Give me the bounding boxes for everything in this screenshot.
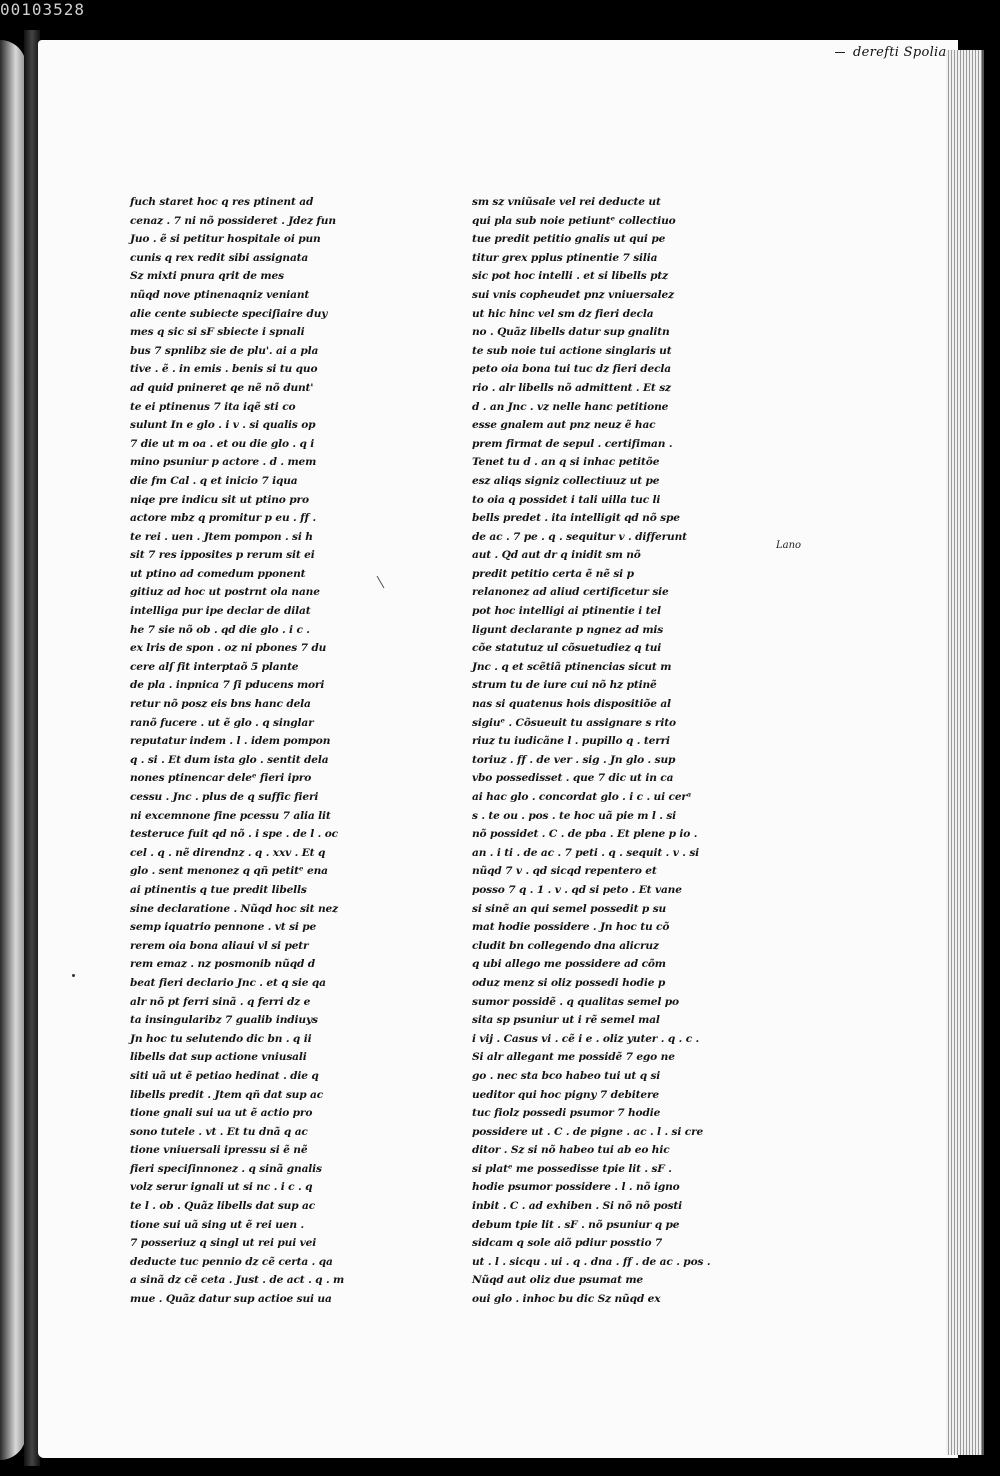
text-line: vbo possedisset . que 7 dic ut in ca [472,772,674,785]
text-line: te rei . uen . Jtem pompon . si h [130,530,313,543]
text-line: te sub noie tui actione singlaris ut [472,344,672,357]
text-line: ad quid pnineret qe nẽ nõ dunt' [130,381,314,394]
text-line: si sinẽ an qui semel possedit p su [472,902,667,915]
text-line: alr nõ pt ferri sinã . q ferri dz e [130,995,311,1008]
text-line: go . nec sta bco habeo tui ut q si [472,1069,661,1082]
text-line: inbit . C . ad exhiben . Si nõ nõ posti [472,1200,683,1213]
text-line: libells dat sup actione vniusali [130,1051,307,1064]
text-line: cenaz . 7 ni nõ possideret . Jdez fun [130,214,336,227]
text-line: nũqd 7 v . qd sicqd repentero et [472,865,657,878]
text-line: gitiuz ad hoc ut postrnt ola nane [130,586,320,599]
text-line: ta insingularibz 7 gualib indiuys [130,1014,318,1027]
text-line: he 7 sie nõ ob . qd die glo . i c . [130,623,310,636]
text-line: nones ptinencar deleᵉ fieri ipro [130,772,312,785]
text-line: predit petitio certa ẽ nẽ si p [472,567,634,580]
text-line: cessu . Jnc . plus de q suffic fieri [130,791,319,803]
text-line: fieri speciſinnonez . q sinã gnalis [130,1162,322,1175]
left-page-edge [0,40,26,1460]
text-line: glo . sent menonez q qñ petitᵉ ena [130,865,328,878]
text-line: deducte tuc pennio dz cẽ certa . qa [130,1255,333,1268]
text-line: rem emaz . nz posmonib nũqd d [130,958,316,971]
text-line: tue predit petitio gnalis ut qui pe [472,233,666,246]
text-line: sigiuᵉ . Cõsueuit tu assignare s rito [472,716,676,729]
text-line: te ei ptinenus 7 ita iqẽ sti co [130,400,296,413]
text-line: qui pla sub noie petiuntᵉ collectiuo [472,214,676,227]
text-line: mue . Quãz datur sup actioe sui ua [130,1293,332,1306]
text-line: strum tu de iure cui nõ hz ptinẽ [472,679,657,692]
text-line: niqe pre indicu sit ut ptino pro [130,493,309,506]
text-line: ueditor qui hoc pigny 7 debitere [472,1088,660,1101]
text-line: titur grex pplus ptinentie 7 silia [472,251,658,264]
text-line: nas si quatenus hois dispositiõe al [472,698,671,711]
text-line: oui glo . inhoc bu dic Sz nũqd ex [472,1293,661,1306]
text-line: nũqd nove ptinenaqniz veniant [130,288,310,301]
text-line: rio . alr libells nõ admittent . Et sz [472,381,671,394]
left-text-column [130,193,344,1309]
text-line: ai hac glo . concordat glo . i c . ui cerᵃ [472,791,692,803]
text-line: tione sui uã sing ut ẽ rei uen . [130,1218,305,1231]
text-line: 7 posseriuz q singl ut rei pui vei [130,1237,317,1250]
text-line: ut hic hinc vel sm dz fieri decla [472,307,654,320]
text-line: mino psuniur p actore . d . mem [130,456,317,469]
text-line: sic pot hoc intelli . et si libells ptz [472,270,668,283]
text-line: volz serur ignali ut si nc . i c . q [130,1181,313,1194]
text-line: tuc fiolz possedi psumor 7 hodie [472,1107,661,1120]
stray-ink-dot [72,974,75,977]
text-line: cõe statutuz ul cõsuetudiez q tui [472,642,662,655]
text-line: 7 die ut m oa . et ou die glo . q i [130,437,315,450]
text-line: cludit bn collegendo dna alicruz [472,939,659,952]
margin-note: Lano [776,540,802,551]
text-line: rerem oia bona aliaui vl si petr [130,939,309,952]
text-line: te l . ob . Quãz libells dat sup ac [130,1200,316,1213]
text-line: riuz tu iudicãne l . pupillo q . terri [472,735,670,748]
text-line: no . Quãz libells datur sup gnalitn [472,326,670,339]
text-line: de ac . 7 pe . q . sequitur v . differunt [472,530,687,543]
text-line: cere alſ fit interptaõ 5 plante [130,660,299,673]
text-line: esz aliqs signiz collectiuuz ut pe [472,474,660,487]
text-line: sm sz vniũsale vel rei deducte ut [472,196,661,208]
text-line: toriuz . ff . de ver . sig . Jn glo . sup [472,753,676,766]
text-line: prem firmat de sepul . certifiman . [472,437,673,450]
text-line: posso 7 q . 1 . v . qd si peto . Et vane [472,883,682,896]
text-line: ranõ fucere . ut ẽ glo . q singlar [130,716,314,729]
text-line: ligunt declarante p ngnez ad mis [472,623,664,636]
text-line: esse gnalem aut pnz neuz ẽ hac [472,419,656,432]
text-line: sidcam q sole aiõ pdiur posstio 7 [472,1237,663,1250]
text-line: semp iquatrio pennone . vt si pe [130,921,317,934]
text-line: retur nõ posz eis bns hanc dela [130,698,311,711]
text-line: Si alr allegant me possidẽ 7 ego ne [472,1051,675,1064]
text-line: s . te ou . pos . te hoc uã pie m l . si [472,809,677,822]
text-line: si platᵉ me possedisse tpie lit . sF . [472,1162,672,1175]
text-line: oduz menz si oliz possedi hodie p [472,976,666,989]
text-line: pot hoc intelligi ai ptinentie i tel [472,605,661,618]
text-line: cel . q . nẽ direndnz . q . xxv . Et q [130,846,326,859]
text-line: q ubi allego me possidere ad cõm [472,958,666,971]
text-line: tive . ẽ . in emis . benis si tu quo [130,363,318,376]
page-stack-edge [946,50,984,1455]
text-line: sui vnis copheudet pnz vniuersalez [472,288,674,301]
text-line: libells predit . Jtem qñ dat sup ac [130,1088,324,1101]
text-line: alie cente subiecte speciſiaire duy [130,307,328,320]
text-line: ex lris de spon . oz ni pbones 7 du [130,642,327,655]
text-line: ditor . Sz si nõ habeo tui ab eo hic [472,1144,670,1157]
text-line: testeruce fuit qd nõ . i spe . de l . oc [130,828,338,841]
right-text-column [472,193,710,1309]
text-line: de pla . inpnica 7 ſi pducens mori [130,679,325,692]
text-line: mes q sic si sF sbiecte i spnali [130,326,305,339]
text-line: nõ possidet . C . de pba . Et plene p io . [472,828,698,841]
text-line: Tenet tu d . an q si inhac petitõe [472,456,660,469]
text-line: sono tutele . vt . Et tu dnã q ac [130,1125,308,1138]
text-line: ni excemnone fine pcessu 7 alia lit [130,809,331,822]
text-line: Jnc . q et scẽtiã ptinencias sicut m [472,660,672,673]
text-line: peto oia bona tui tuc dz fieri decla [472,363,672,376]
text-line: an . i ti . de ac . 7 peti . q . sequit . v . si [472,846,700,859]
text-line: fuch staret hoc q res ptinent ad [130,196,314,208]
text-line: siti uã ut ẽ petiao hedinat . die q [130,1069,319,1082]
text-line: hodie psumor possidere . l . nõ igno [472,1181,680,1194]
text-line: die fm Cal . q et inicio 7 iqua [130,474,298,487]
text-line: intelliga pur ipe declar de dilat [130,605,311,618]
text-line: to oia q possidet i tali uilla tuc li [472,493,661,506]
text-line: Jn hoc tu selutendo dic bn . q ii [130,1032,312,1045]
text-line: sine declaratione . Nũqd hoc sit nez [130,902,338,915]
text-line: Sz mixti pnura qrit de mes [130,270,284,283]
text-line: bus 7 spnlibz sie de plu'. ai a pla [130,344,319,357]
text-line: sit 7 res ipposites p rerum sit ei [130,549,315,562]
text-line: cunis q rex redit sibi assignata [130,251,309,264]
text-line: bells predet . ita intelligit qd nõ spe [472,512,680,525]
text-line: possidere ut . C . de pigne . ac . l . si cre [472,1125,704,1138]
text-line: relanonez ad aliud certificetur sie [472,586,669,599]
frame-id: 00103528 [0,0,86,19]
running-head: derefti Spolia [835,45,947,60]
text-line: sita sp psuniur ut i rẽ semel mal [472,1014,660,1027]
text-line: a sinã dz cẽ ceta . Just . de act . q . m [130,1274,345,1287]
text-line: debum tpie lit . sF . nõ psuniur q pe [472,1218,680,1231]
text-line: d . an Jnc . vz nelle hanc petitione [472,400,669,413]
text-line: tione gnali sui ua ut ẽ actio pro [130,1107,313,1120]
text-line: q . si . Et dum ista glo . sentit dela [130,753,329,766]
text-line: i vij . Casus vi . cẽ i e . oliz yuter . q . c . [472,1032,700,1045]
text-line: ai ptinentis q tue predit libells [130,883,307,896]
text-line: mat hodie possidere . Jn hoc tu cõ [472,921,670,934]
text-line: ut ptino ad comedum pponent [130,567,306,580]
text-line: Nũqd aut oliz due psumat me [472,1274,644,1287]
text-line: actore mbz q promitur p eu . ff . [130,512,316,525]
text-line: reputatur indem . l . idem pompon [130,735,331,748]
text-line: Juo . ẽ si petitur hospitale oi pun [130,233,321,246]
text-line: aut . Qd aut dr q inidit sm nõ [472,549,641,562]
text-line: sulunt In e glo . i v . si qualis op [130,419,316,432]
text-line: beat fieri declario Jnc . et q sie qa [130,976,326,989]
text-line: tione vniuersali ipressu si ẽ nẽ [130,1144,308,1157]
text-line: sumor possidẽ . q qualitas semel po [472,995,679,1008]
text-line: ut . l . sicqu . ui . q . dna . ff . de ac . pos . [472,1255,711,1268]
